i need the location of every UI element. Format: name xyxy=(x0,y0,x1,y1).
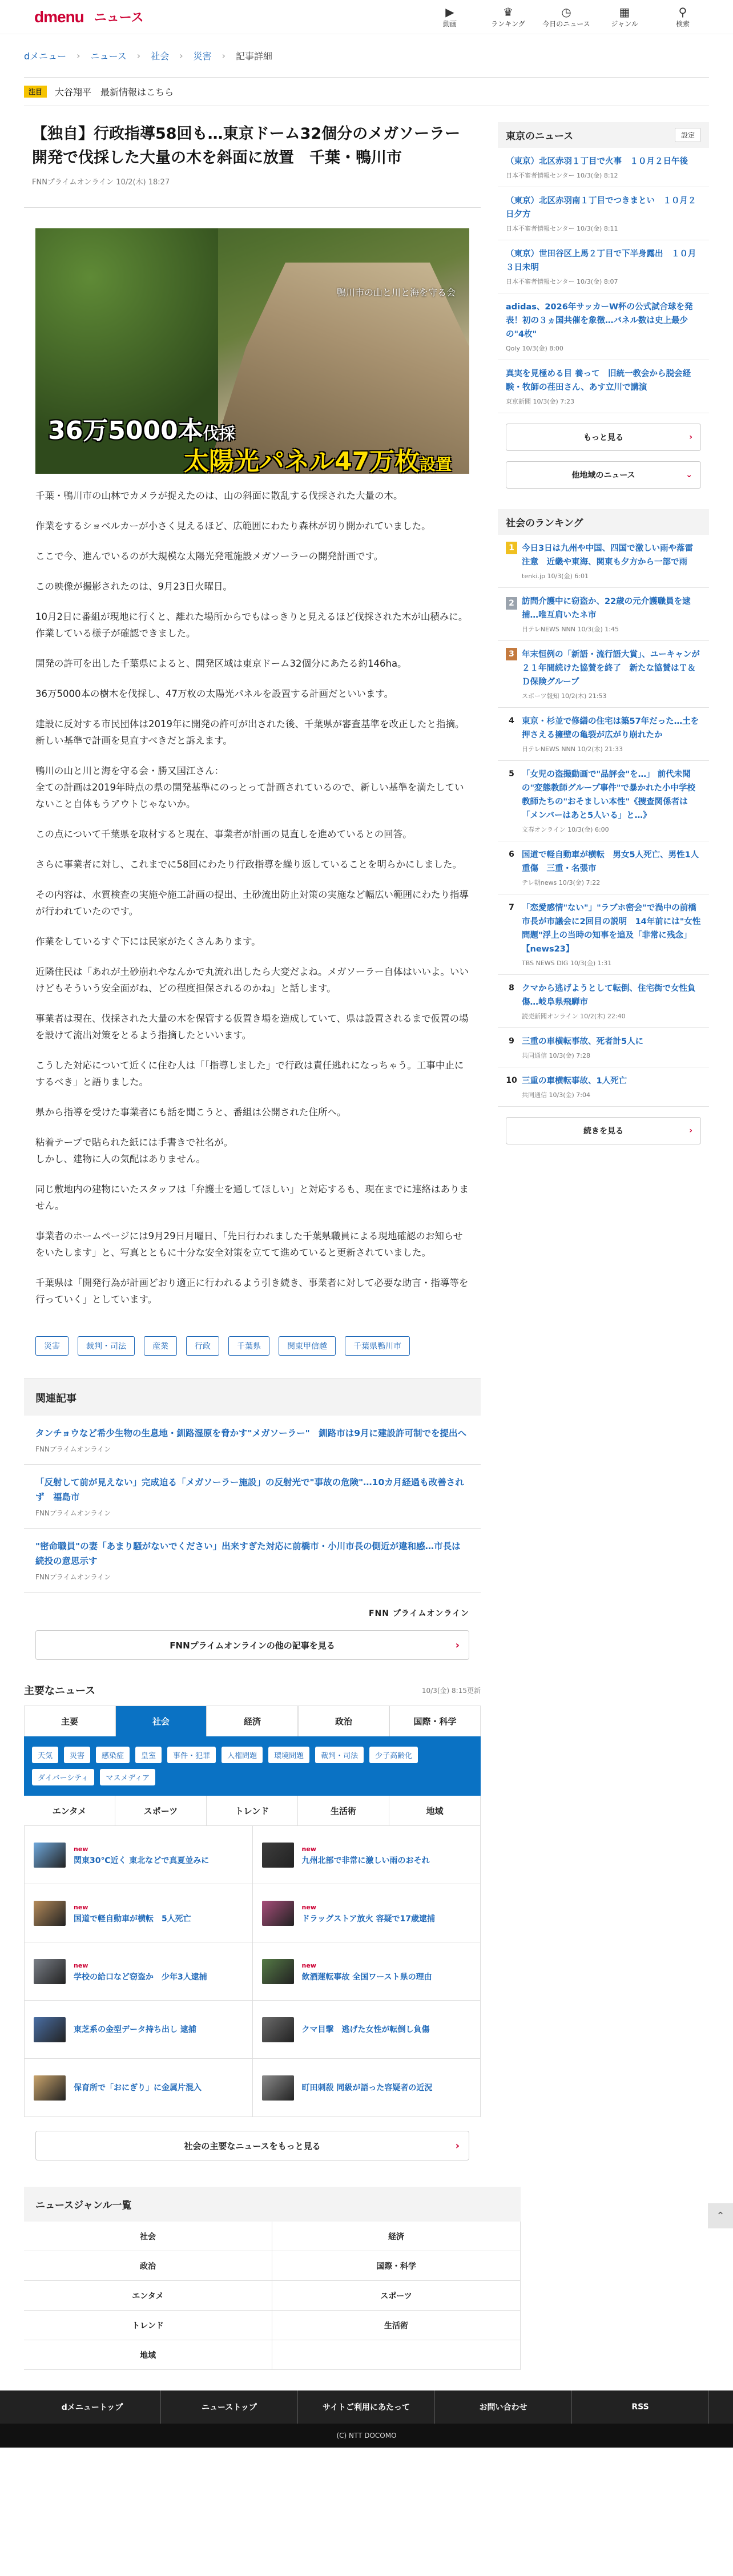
tokyo-news-list xyxy=(498,148,709,413)
notice-text[interactable]: 大谷翔平 最新情報はこちら xyxy=(55,87,174,98)
related-item-source: FNNプライムオンライン xyxy=(35,1509,111,1517)
breadcrumb-dmenu[interactable]: dメニュー xyxy=(24,51,67,62)
major-news-title[interactable]: 関東30℃近く 東北などで真夏並みに xyxy=(74,1856,210,1865)
tokyo-news-heading: 東京のニュース xyxy=(506,131,574,142)
article-paragraph: 事業者のホームページには9月29日月曜日、「先日行われました千葉県職員による現地確認のお知らせをいたします」と、写真とともに十分な安全対策を立てて進めていると更新されていました。 xyxy=(35,1231,463,1258)
tokyo-news-title[interactable]: （東京）世田谷区上馬２丁目で下半身露出 １０月３日未明 xyxy=(506,249,696,272)
ranking-title[interactable]: 年末恒例の「新語・流行語大賞」、ユーキャンが２１年間続けた協賛を終了 新たな協賛はＴ＆Ｄ保険グループ xyxy=(522,650,700,687)
ranking-more-button[interactable] xyxy=(506,1117,701,1144)
subtag[interactable]: 感染症 xyxy=(96,1747,130,1763)
dmenu-logo[interactable]: dmenu xyxy=(34,7,84,26)
article-tags xyxy=(24,1321,481,1379)
ranking-item[interactable] xyxy=(498,1067,709,1107)
tokyo-more-label: もっと見る xyxy=(583,433,623,442)
major-news-text[interactable] xyxy=(302,1960,432,1983)
related-item[interactable] xyxy=(24,1416,481,1465)
major-tab[interactable]: 経済 xyxy=(207,1706,298,1736)
major-news-grid xyxy=(24,1826,481,2117)
fnn-more-label: FNNプライムオンラインの他の記事を見る xyxy=(170,1640,335,1651)
tokyo-news-item[interactable] xyxy=(498,240,709,293)
major-tab-secondary[interactable]: 生活術 xyxy=(298,1796,389,1825)
ranking-title[interactable]: 今日3日は九州や中国、四国で激しい雨や落雷注意 近畿や東海、関東も夕方から一部で雨 xyxy=(522,544,694,567)
major-tab[interactable]: 国際・科学 xyxy=(389,1706,481,1736)
new-badge: new xyxy=(301,1903,316,1911)
related-item-source: FNNプライムオンライン xyxy=(35,1445,111,1453)
article-tag[interactable]: 産業 xyxy=(144,1336,177,1356)
article-paragraph: 粘着テープで貼られた紙には手書きで社名が。 しかし、建物に人の気配はありません。 xyxy=(35,1137,233,1164)
rank-number: 7 xyxy=(509,903,514,912)
major-news-text[interactable] xyxy=(74,2082,202,2094)
major-news-text[interactable] xyxy=(74,1902,191,1925)
image-text-trees-suffix: 伐採 xyxy=(203,424,235,443)
article-title: 【独自】行政指導58回も…東京ドーム32個分のメガソーラー開発で伐採した大量の木を斜面に放置 千葉・鴨川市 xyxy=(32,125,461,167)
article-paragraph: 近隣住民は「あれが土砂崩れやなんかで丸流れ出したら大変だよね。メガソーラー自体はいいよ。いいけどもそういう安全面がね、どの程度担保されるのかね」と話します。 xyxy=(35,966,469,994)
article-paragraph: 作業をするショベルカーが小さく見えるほど、広範囲にわたり森林が切り開かれていました。 xyxy=(35,521,431,531)
article-paragraph: 鴨川の山と川と海を守る会・勝又国江さん： 全ての計画は2019年時点の県の開発基準にのっとって計画されているので、新しい基準を満たしていないこと自体もうアウトじゃないか。 xyxy=(35,765,464,809)
nav-video-label: 動画 xyxy=(442,20,457,28)
rank-number: 4 xyxy=(509,716,514,725)
new-badge: new xyxy=(74,1961,88,1969)
ranking-heading: 社会のランキング xyxy=(506,518,583,529)
subtag[interactable]: 天気 xyxy=(32,1747,58,1763)
major-tab-secondary[interactable]: スポーツ xyxy=(115,1796,207,1825)
news-thumbnail xyxy=(34,1901,66,1926)
rank-number: 6 xyxy=(509,850,514,859)
related-item-title[interactable]: タンチョウなど希少生物の生息地・釧路湿原を脅かす"メガソーラー" 釧路市は9月に建設許可制でを提出へ xyxy=(35,1428,466,1438)
article-paragraph: さらに事業者に対し、これまでに58回にわたり行政指導を繰り返していることを明らかにしました。 xyxy=(35,859,462,870)
ranking-header xyxy=(498,509,709,535)
major-news-item[interactable] xyxy=(253,1942,481,2001)
tokyo-news-header xyxy=(498,122,709,148)
major-heading: 主要なニュース xyxy=(24,1685,96,1697)
footer-link[interactable]: ニューストップ xyxy=(161,2390,298,2424)
chevron-right-icon: › xyxy=(221,50,226,61)
grid-icon: ▦ xyxy=(619,5,630,19)
article-paragraph: その内容は、水質検査の実施や施工計画の提出、土砂流出防止対策の実施など幅広い範囲にわたり指導が行われていたのです。 xyxy=(35,889,469,917)
chevron-right-icon: › xyxy=(76,50,80,61)
subtag[interactable]: 災害 xyxy=(64,1747,90,1763)
ranking-item-content xyxy=(522,768,701,834)
article-tag[interactable]: 関東甲信越 xyxy=(279,1336,336,1356)
ranking-item[interactable] xyxy=(498,535,709,588)
ranking-title[interactable]: 三重の車横転事故、死者計5人に xyxy=(522,1037,644,1046)
footer-link[interactable]: dメニュートップ xyxy=(24,2390,161,2424)
ranking-item[interactable] xyxy=(498,761,709,841)
article-paragraph: 千葉・鴨川市の山林でカメラが捉えたのは、山の斜面に散乱する伐採された大量の木。 xyxy=(35,490,403,501)
major-tab-secondary[interactable]: エンタメ xyxy=(24,1796,115,1825)
subtag[interactable]: 皇室 xyxy=(135,1747,162,1763)
ranking-source: 日テレNEWS NNN 10/2(木) 21:33 xyxy=(522,745,623,753)
ranking-source: テレ朝news 10/3(金) 7:22 xyxy=(522,879,601,886)
chevron-right-icon: › xyxy=(689,433,692,442)
genre-heading: ニュースジャンル一覧 xyxy=(24,2187,521,2222)
image-text-panels-suffix: 設置 xyxy=(420,455,452,474)
major-news-item[interactable] xyxy=(25,1942,253,2001)
ranking-title[interactable]: 訪問介護中に窃盗か、22歳の元介護職員を逮捕…唯互肩いたネ市 xyxy=(522,597,691,620)
major-news-title[interactable]: 九州北部で非常に激しい雨のおそれ xyxy=(301,1856,430,1865)
fnn-more-button[interactable] xyxy=(35,1630,469,1660)
major-news-title[interactable]: 国道で軽自動車が横転 5人死亡 xyxy=(74,1914,191,1924)
article-tag[interactable]: 裁判・司法 xyxy=(78,1336,135,1356)
news-thumbnail xyxy=(262,1901,294,1926)
major-news-title[interactable]: ドラッグストア放火 容疑で17歳逮捕 xyxy=(301,1914,436,1924)
news-thumbnail xyxy=(34,2017,66,2042)
nav-today[interactable] xyxy=(539,0,594,34)
major-news-item[interactable] xyxy=(25,1884,253,1942)
article-image xyxy=(35,228,469,474)
related-item-title[interactable]: 「反射して前が見えない」完成迫る「メガソーラー施設」の反射光で"事故の危険"…10カ月経過も改善されず 福島市 xyxy=(35,1477,464,1502)
article-paragraph: この点について千葉県を取材すると現在、事業者が計画の見直しを進めているとの回答。 xyxy=(35,829,412,840)
chevron-right-icon: › xyxy=(455,2139,460,2152)
ranking-item[interactable] xyxy=(498,708,709,761)
genre-grid xyxy=(24,2222,521,2370)
new-badge: new xyxy=(74,1845,88,1853)
genre-item[interactable]: 国際・科学 xyxy=(272,2251,521,2281)
article-paragraph: 建設に反対する市民団体は2019年に開発の許可が出された後、千葉県が審査基準を改正したと指摘。 新しい基準で計画を見直すべきだと訴えます。 xyxy=(35,719,465,746)
ranking-title[interactable]: 国道で軽自動車が横転 男女5人死亡、男性1人重傷 三重・名張市 xyxy=(522,850,699,873)
tokyo-news-source: 日本不審者情報センター 10/3(金) 8:07 xyxy=(506,278,618,285)
ranking-source: tenki.jp 10/3(金) 6:01 xyxy=(522,573,589,580)
article-paragraph: ここで今、進んでいるのが大規模な太陽光発電施設メガソーラーの開発計画です。 xyxy=(35,551,384,562)
new-badge: new xyxy=(301,1961,316,1969)
major-news-text[interactable] xyxy=(74,1844,209,1867)
ranking-source: 共同通信 10/3(金) 7:28 xyxy=(522,1052,590,1059)
settings-button[interactable]: 設定 xyxy=(675,128,701,142)
related-item-title[interactable]: "密命職員"の妻「あまり騒がないでください」出来すぎた対応に前橋市・小川市長の側近が違和感…市長は続投の意思示す xyxy=(35,1541,461,1566)
genre-list xyxy=(24,2187,521,2370)
article-paragraph: 10月2日に番組が現地に行くと、離れた場所からでもはっきりと見えるほど伐採された木が山積みに。作業している様子が確認できました。 xyxy=(35,611,468,639)
article-paragraph: 県から指導を受けた事業者にも話を聞こうと、番組は公開された住所へ。 xyxy=(35,1107,347,1118)
news-thumbnail xyxy=(34,2075,66,2101)
news-thumbnail xyxy=(262,1959,294,1984)
article-tag[interactable]: 行政 xyxy=(186,1336,219,1356)
footer-links xyxy=(24,2390,709,2424)
genre-item xyxy=(272,2340,521,2370)
tokyo-news-source: Qoly 10/3(金) 8:00 xyxy=(506,345,563,352)
nav-today-label: 今日のニュース xyxy=(542,20,590,28)
nav-ranking[interactable] xyxy=(481,0,535,34)
image-caption: 鴨川市の山と川と海を守る会 xyxy=(336,287,456,298)
new-badge: new xyxy=(301,1845,316,1853)
nav-search[interactable] xyxy=(655,0,710,34)
genre-item[interactable]: 政治 xyxy=(24,2251,272,2281)
article-paragraph: 同じ敷地内の建物にいたスタッフは「弁護士を通してほしい」と対応するも、現在までに連絡はありません。 xyxy=(35,1184,469,1211)
subtag[interactable]: 人権問題 xyxy=(221,1747,263,1763)
major-news-title[interactable]: 保育所で「おにぎり」に金属片混入 xyxy=(74,2083,202,2093)
major-news-title[interactable]: 学校の給口など窃盗か 少年3人逮捕 xyxy=(74,1972,207,1982)
tokyo-news-item[interactable] xyxy=(498,360,709,413)
ranking-item-content xyxy=(522,648,701,700)
rank-number: 9 xyxy=(509,1037,514,1046)
related-list xyxy=(24,1416,481,1593)
new-badge: new xyxy=(74,1903,88,1911)
news-thumbnail xyxy=(34,1843,66,1868)
major-news-text[interactable] xyxy=(302,1902,436,1925)
article-paragraph: 開発の許可を出した千葉県によると、開発区域は東京ドーム32個分にあたる約146ha。 xyxy=(35,658,407,669)
video-icon: ▶ xyxy=(445,5,454,19)
major-tab-secondary[interactable]: トレンド xyxy=(207,1796,298,1825)
tokyo-news-source: 東京新聞 10/3(金) 7:23 xyxy=(506,398,574,405)
major-news-item[interactable] xyxy=(25,2059,253,2117)
copyright: (C) NTT DOCOMO xyxy=(0,2424,733,2448)
ranking-item-content xyxy=(522,715,701,753)
article-paragraph: 千葉県は「開発行為が計画どおり適正に行われるよう引き続き、事業者に対して必要な助言・指導等を行っていく」としています。 xyxy=(35,1277,469,1305)
footer-link[interactable]: お問い合わせ xyxy=(435,2390,572,2424)
ranking-source: 共同通信 10/3(金) 7:04 xyxy=(522,1091,590,1099)
major-tabs-secondary xyxy=(24,1796,481,1826)
genre-item[interactable]: スポーツ xyxy=(272,2281,521,2311)
nav-genre-label: ジャンル xyxy=(611,20,638,28)
article-body xyxy=(24,474,481,1308)
major-news-title[interactable]: クマ目撃 逃げた女性が転倒し負傷 xyxy=(301,2025,430,2034)
major-news-title[interactable]: 東芝系の金型データ持ち出し 逮捕 xyxy=(74,2025,196,2034)
genre-item[interactable]: エンタメ xyxy=(24,2281,272,2311)
scroll-top-button[interactable] xyxy=(708,2203,733,2228)
rank-number: 8 xyxy=(509,983,514,993)
article-source: FNNプライムオンライン 10/2(木) 18:27 xyxy=(24,170,481,208)
major-news-item[interactable] xyxy=(253,2001,481,2059)
ranking-source: スポーツ報知 10/2(木) 21:53 xyxy=(522,692,607,700)
ranking-item[interactable] xyxy=(498,894,709,975)
subtag[interactable]: 環境問題 xyxy=(268,1747,309,1763)
article-column xyxy=(24,122,481,2160)
site-logo[interactable] xyxy=(34,8,144,26)
major-news-text[interactable] xyxy=(74,1960,207,1983)
news-logo[interactable]: ニュース xyxy=(94,11,144,25)
major-news-item[interactable] xyxy=(25,1826,253,1884)
major-tab[interactable]: 政治 xyxy=(298,1706,389,1736)
ranking-item[interactable] xyxy=(498,641,709,708)
chevron-up-icon: ⌃ xyxy=(716,2210,725,2222)
tokyo-news-title[interactable]: 真実を見極める目 養って 旧統一教会から脱会経験・牧師の荏田さん、あす立川で講演 xyxy=(506,369,691,392)
breadcrumb-news[interactable]: ニュース xyxy=(90,51,127,62)
ranking-source: 日テレNEWS NNN 10/3(金) 1:45 xyxy=(522,626,619,633)
image-text-trees-number: 36万5000本 xyxy=(48,416,203,445)
other-region-button[interactable] xyxy=(506,461,701,489)
nav-genre[interactable] xyxy=(597,0,652,34)
major-news-item[interactable] xyxy=(253,1826,481,1884)
nav-video[interactable] xyxy=(422,0,477,34)
major-news-text[interactable] xyxy=(302,2082,433,2094)
major-tabs xyxy=(24,1706,481,1736)
major-news-text[interactable] xyxy=(302,2024,430,2035)
ranking-item-content xyxy=(522,982,701,1021)
major-updated: 10/3(金) 8:15更新 xyxy=(421,1686,481,1695)
tokyo-news-item[interactable] xyxy=(498,293,709,360)
chevron-right-icon: › xyxy=(136,50,141,61)
major-news-text[interactable] xyxy=(302,1844,430,1867)
ranking-title[interactable]: 三重の車横転事故、1人死亡 xyxy=(522,1077,627,1086)
related-item[interactable] xyxy=(24,1529,481,1593)
society-more-label: 社会の主要なニュースをもっと見る xyxy=(184,2140,321,2151)
subtag[interactable]: 事件・犯罪 xyxy=(167,1747,216,1763)
nav-ranking-label: ランキング xyxy=(491,20,525,28)
tokyo-more-button[interactable] xyxy=(506,424,701,451)
ranking-item-content xyxy=(522,1035,643,1060)
major-header xyxy=(24,1683,481,1706)
major-tab[interactable]: 社会 xyxy=(115,1706,207,1736)
tokyo-news-title[interactable]: （東京）北区赤羽南１丁目でつきまとい １０月２日夕方 xyxy=(506,196,696,219)
major-news-item[interactable] xyxy=(253,2059,481,2117)
article-paragraph: こうした対応について近くに住む人は「「指導しました」で行政は責任逃れになっちゃう。工事中止にするべき」と語りました。 xyxy=(35,1060,464,1087)
ranking-item[interactable] xyxy=(498,588,709,641)
news-thumbnail xyxy=(262,2017,294,2042)
chevron-right-icon: › xyxy=(179,50,183,61)
article-paragraph: 作業をしているすぐ下には民家がたくさんあります。 xyxy=(35,936,261,947)
major-tab-secondary[interactable]: 地域 xyxy=(389,1796,481,1825)
other-region-label: 他地域のニュース xyxy=(571,471,635,480)
rank-number: 2 xyxy=(506,597,517,610)
breadcrumb-society[interactable]: 社会 xyxy=(151,51,170,62)
ranking-title[interactable]: 「女児の盗撮動画で"品評会"を…」 前代未聞の"変態教師グループ事件"で暴かれた小中学校教師たちの"おそましい本性"《捜査関係者は「メンバーはあと5人いる」と…》 xyxy=(522,770,695,820)
tokyo-news-title[interactable]: adidas、2026年サッカーW杯の公式試合球を発表！初の３ヵ国共催を象徴…パネル数は史上最少の"4枚" xyxy=(506,303,693,339)
ranking-item-content xyxy=(522,848,701,887)
subtag[interactable]: 少子高齢化 xyxy=(369,1747,418,1763)
society-more-button[interactable] xyxy=(35,2131,469,2160)
ranking-source: TBS NEWS DIG 10/3(金) 1:31 xyxy=(522,960,612,967)
ranking-source: 読売新聞オンライン 10/2(木) 22:40 xyxy=(522,1013,626,1020)
ranking-title[interactable]: クマから逃げようとして転倒、住宅街で女性負傷…岐阜県飛騨市 xyxy=(522,984,696,1007)
genre-item[interactable]: 生活術 xyxy=(272,2311,521,2340)
major-news xyxy=(24,1683,481,2160)
major-tab[interactable]: 主要 xyxy=(24,1706,115,1736)
rank-number: 3 xyxy=(506,648,517,660)
rank-number: 10 xyxy=(506,1076,517,1085)
chevron-right-icon: › xyxy=(455,1639,460,1651)
breadcrumb-disaster[interactable]: 災害 xyxy=(193,51,212,62)
tokyo-news-title[interactable]: （東京）北区赤羽１丁目で火事 １０月２日午後 xyxy=(506,157,688,166)
tokyo-news-item[interactable] xyxy=(498,187,709,240)
image-text-panels xyxy=(184,441,452,474)
genre-item[interactable]: 経済 xyxy=(272,2222,521,2251)
society-subtags xyxy=(24,1736,481,1796)
footer xyxy=(0,2390,733,2448)
ranking-item[interactable] xyxy=(498,1028,709,1067)
ranking-list xyxy=(498,535,709,1107)
major-news-title[interactable]: 町田刺殺 同級が語った容疑者の近況 xyxy=(301,2083,433,2093)
ranking-more-label: 続きを見る xyxy=(583,1127,623,1136)
genre-item[interactable]: トレンド xyxy=(24,2311,272,2340)
subtag[interactable]: 裁判・司法 xyxy=(315,1747,364,1763)
related-item-source: FNNプライムオンライン xyxy=(35,1573,111,1581)
footer-link[interactable]: サイトご利用にあたって xyxy=(298,2390,435,2424)
ranking-source: 文春オンライン 10/3(金) 6:00 xyxy=(522,826,609,833)
genre-item[interactable]: 社会 xyxy=(24,2222,272,2251)
news-thumbnail xyxy=(262,2075,294,2101)
ranking-item[interactable] xyxy=(498,975,709,1028)
clock-icon: ◷ xyxy=(561,5,571,19)
ranking-item-content xyxy=(522,542,701,580)
related-heading: 関連記事 xyxy=(24,1379,481,1416)
major-news-text[interactable] xyxy=(74,2024,196,2035)
article-paragraph: 事業者は現在、伐採された大量の木を保管する仮置き場を造成していて、県は設置されるまで仮置の場を設けて流出対策をとるよう指摘したといいます。 xyxy=(35,1013,469,1041)
rank-number: 1 xyxy=(506,542,517,554)
major-news-item[interactable] xyxy=(253,1884,481,1942)
ranking-icon: ♛ xyxy=(503,5,513,19)
ranking-item[interactable] xyxy=(498,841,709,894)
sidebar xyxy=(498,122,709,2160)
search-icon: ⚲ xyxy=(678,5,687,19)
subtag[interactable]: マスメディア xyxy=(100,1769,155,1785)
article-tag[interactable]: 千葉県 xyxy=(228,1336,269,1356)
article-paragraph: 36万5000本の樹木を伐採し、47万枚の太陽光パネルを設置する計画だといいます。 xyxy=(35,688,394,699)
news-thumbnail xyxy=(262,1843,294,1868)
major-news-item[interactable] xyxy=(25,2001,253,2059)
news-thumbnail xyxy=(34,1959,66,1984)
tokyo-news-item[interactable] xyxy=(498,148,709,187)
notice-bar[interactable] xyxy=(24,78,709,106)
genre-item[interactable]: 地域 xyxy=(24,2340,272,2370)
site-header xyxy=(0,0,733,34)
header-nav xyxy=(422,0,710,34)
breadcrumb-current: 記事詳細 xyxy=(236,51,273,62)
footer-link[interactable]: RSS xyxy=(572,2390,709,2424)
rank-number: 5 xyxy=(509,769,514,779)
breadcrumb xyxy=(24,34,709,78)
ranking-item-content xyxy=(522,901,701,967)
chevron-right-icon: › xyxy=(689,1126,692,1135)
article-tag[interactable]: 千葉県鴨川市 xyxy=(345,1336,410,1356)
subtag[interactable]: ダイバーシティ xyxy=(32,1769,94,1785)
major-news-title[interactable]: 飲酒運転事故 全国ワースト県の理由 xyxy=(301,1972,432,1982)
fnn-logo: FNN プライムオンライン xyxy=(368,1609,469,1618)
nav-search-label: 検索 xyxy=(675,20,690,28)
tokyo-news-source: 日本不審者情報センター 10/3(金) 8:11 xyxy=(506,225,618,232)
ranking-item-content xyxy=(522,595,701,634)
tokyo-news-source: 日本不審者情報センター 10/3(金) 8:12 xyxy=(506,172,618,179)
ranking-title[interactable]: 「恋愛感情"ない"」"ラブホ密会"で渦中の前橋市長が市議会に2回目の説明 14年前には"女性問題"浮上の当時の知事を追及「非常に残念」【news23】 xyxy=(522,904,701,954)
related-item[interactable] xyxy=(24,1465,481,1529)
image-text-panels-number: 太陽光パネル47万枚 xyxy=(184,447,420,474)
article-tag[interactable]: 災害 xyxy=(35,1336,69,1356)
ranking-title[interactable]: 東京・杉並で修繕の住宅は築57年だった…土を押さえる擁壁の亀裂が広がり崩れたか xyxy=(522,717,699,740)
ranking-item-content xyxy=(522,1074,627,1099)
chevron-down-icon: ⌄ xyxy=(686,470,692,479)
article-paragraph: この映像が撮影されたのは、9月23日火曜日。 xyxy=(35,581,232,592)
notice-badge: 注目 xyxy=(24,86,47,98)
